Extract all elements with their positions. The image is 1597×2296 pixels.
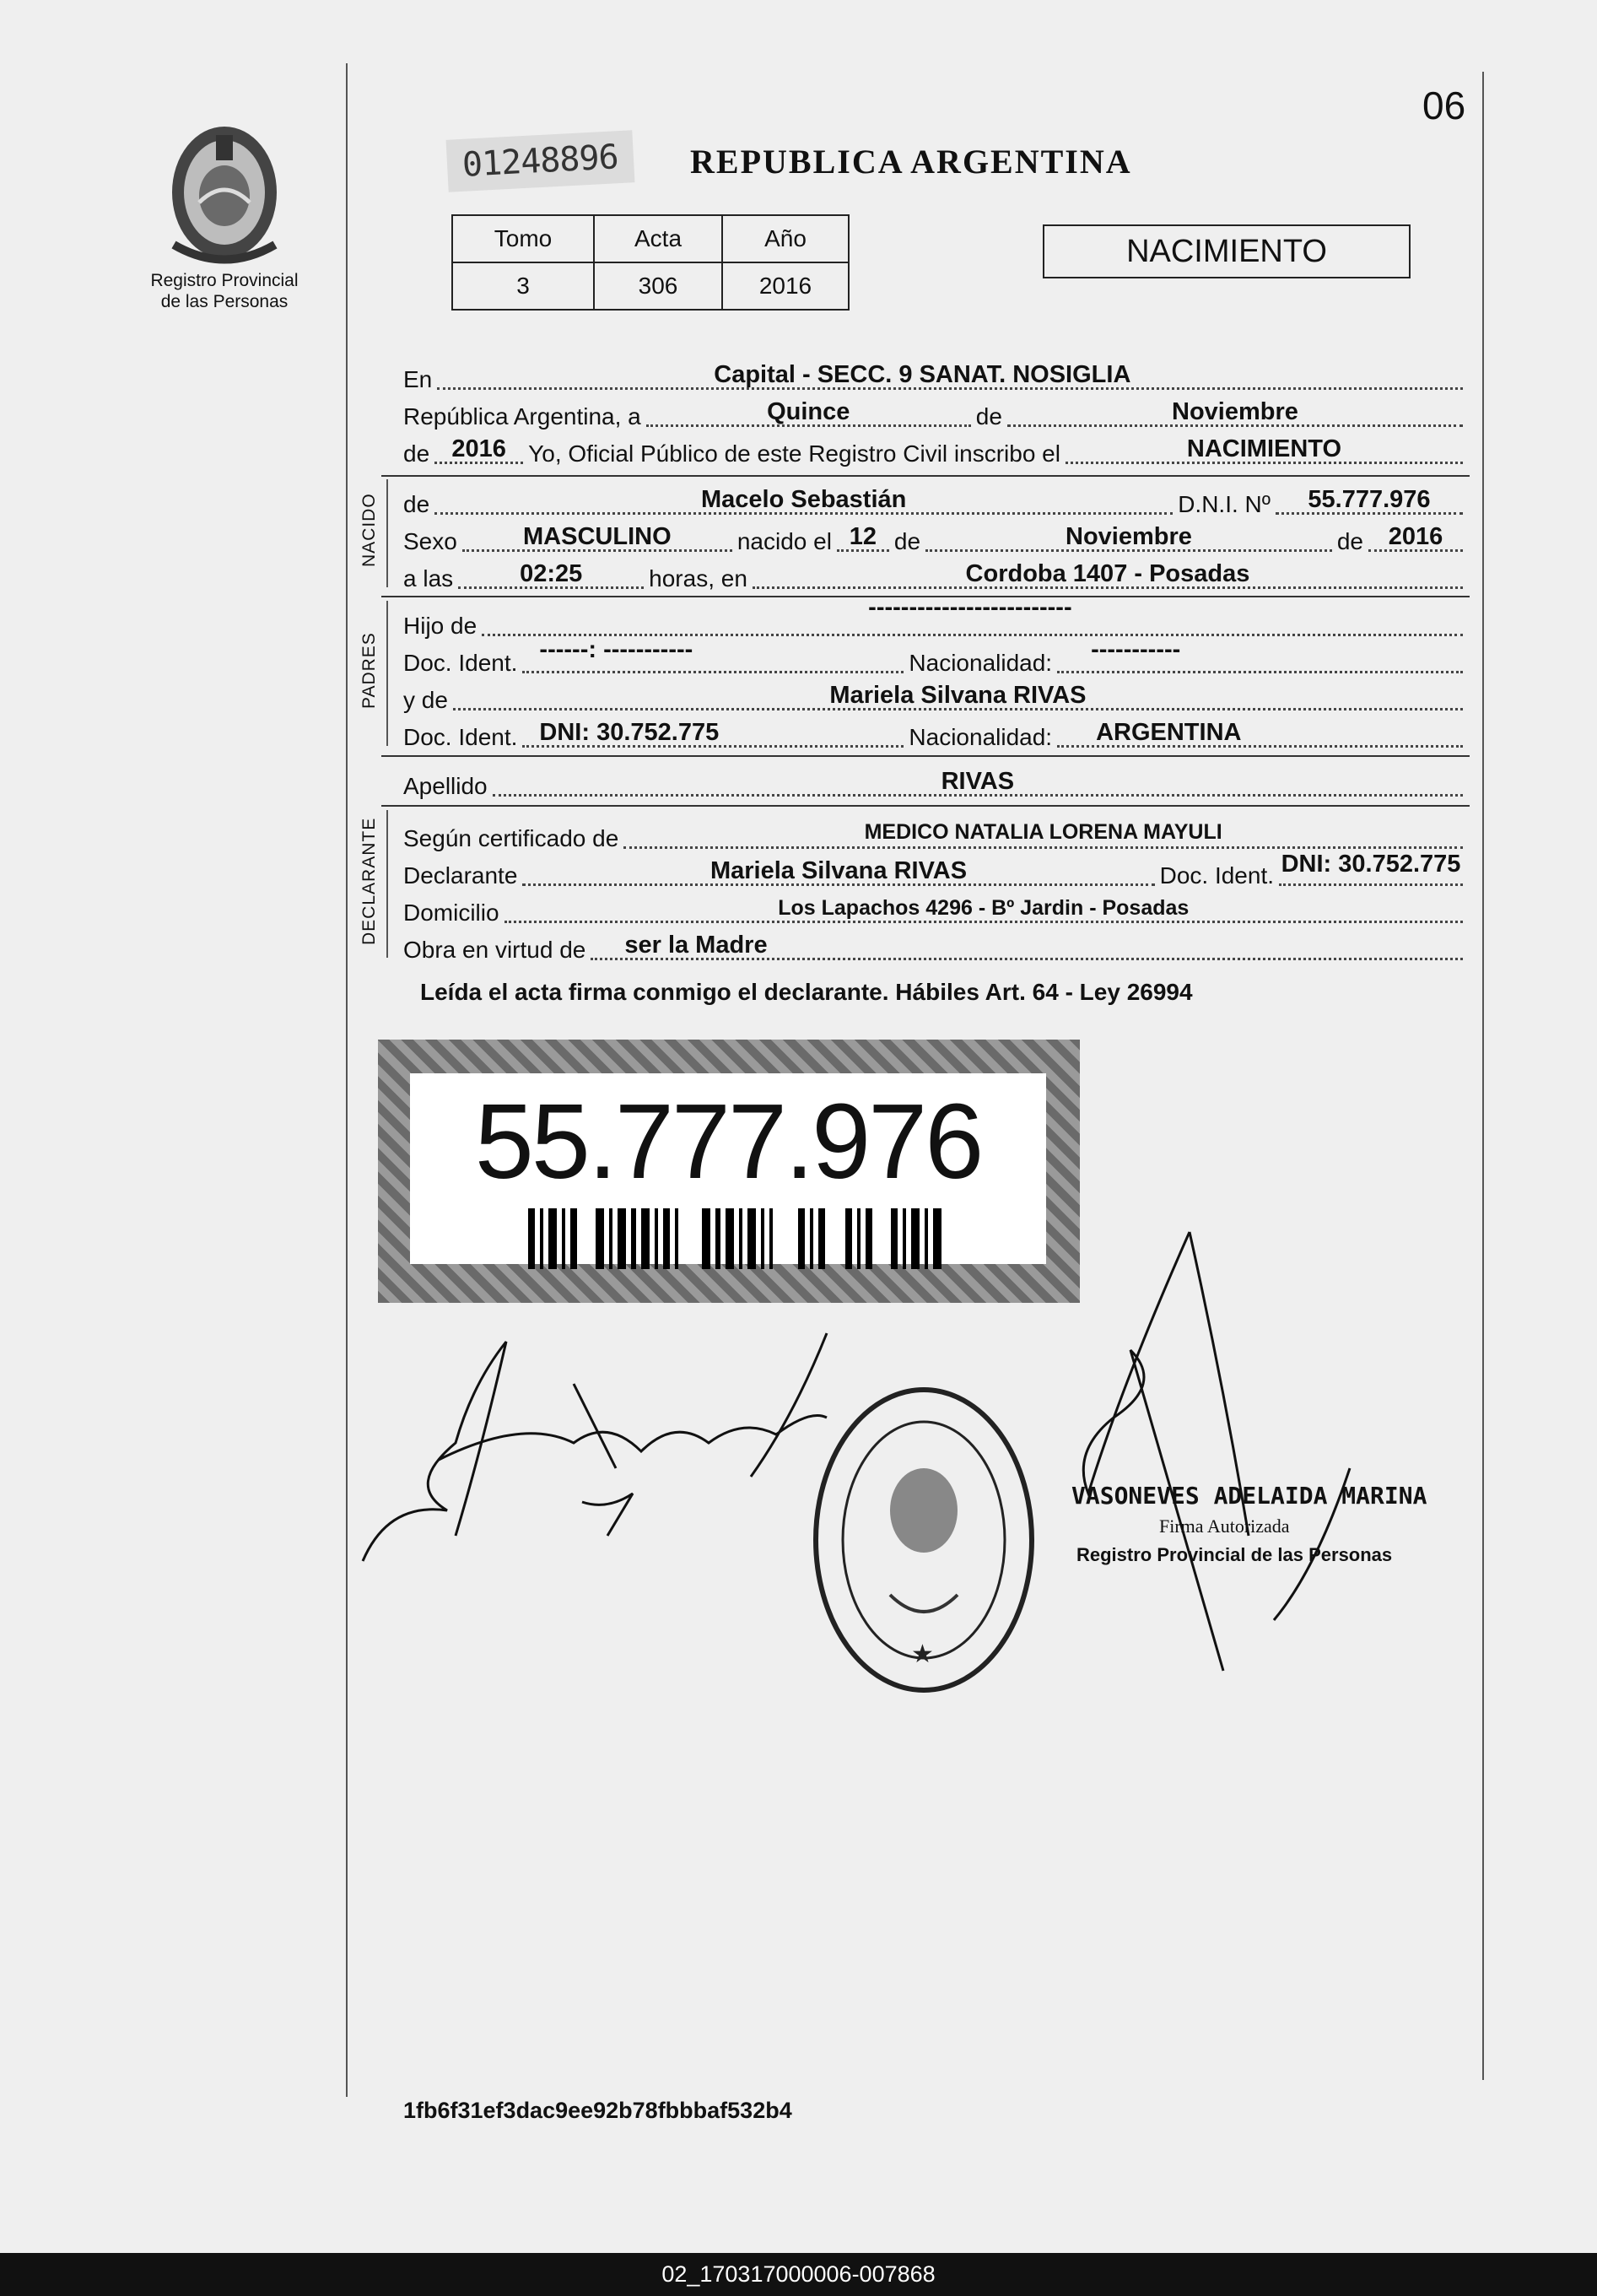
- nac2-label: Nacionalidad:: [909, 724, 1053, 750]
- time-value: 02:25: [520, 560, 583, 587]
- place-field: [753, 549, 1463, 589]
- authority-title: Firma Autorizada: [1159, 1515, 1290, 1537]
- nacido-de-label: de: [403, 491, 430, 517]
- declarante-value: Mariela Silvana RIVAS: [709, 857, 968, 884]
- nac1-field: [1057, 634, 1463, 673]
- declarante-doc-value: DNI: 30.752.775: [1281, 851, 1461, 878]
- nac1-value: -----------: [1091, 636, 1181, 663]
- doc2-value: DNI: 30.752.775: [539, 719, 720, 746]
- row-doc-madre: [403, 716, 1468, 753]
- declarante-doc-label: Doc. Ident.: [1159, 862, 1274, 889]
- time-field: [458, 549, 644, 589]
- inscribo-value: NACIMIENTO: [1186, 435, 1342, 462]
- right-margin-line: [1482, 72, 1484, 2080]
- month-value: Noviembre: [1172, 398, 1298, 425]
- page-number: 06: [1422, 84, 1466, 127]
- authority-office: Registro Provincial de las Personas: [1076, 1544, 1393, 1565]
- declarante-label: Declarante: [403, 862, 518, 889]
- barcode-label: [410, 1073, 1046, 1264]
- register-value-anio: 2016: [722, 262, 849, 310]
- section-divider-padres: [386, 601, 388, 746]
- apellido-label: Apellido: [403, 773, 488, 799]
- register-value-acta: 306: [594, 262, 722, 310]
- id-barcode-sticker: [378, 1040, 1080, 1303]
- dni-field: [1276, 475, 1463, 515]
- apellido-field: [493, 757, 1463, 797]
- row-hora-lugar: [403, 557, 1468, 594]
- obra-field: [591, 921, 1463, 960]
- declarante-signature: [354, 1316, 869, 1586]
- day-value: Quince: [767, 398, 850, 425]
- sexo-label: Sexo: [403, 528, 457, 554]
- doc1-field: [522, 634, 904, 673]
- authority-signature: [1063, 1215, 1367, 1688]
- declarante-doc-field: [1279, 846, 1463, 886]
- section-label-declarante: DECLARANTE: [359, 817, 379, 945]
- oficial-text: Yo, Oficial Público de este Registro Civil inscribo el: [528, 440, 1060, 467]
- document-type-box: NACIMIENTO: [1043, 224, 1411, 278]
- doc2-field: [522, 708, 904, 748]
- section-label-padres: PADRES: [359, 632, 379, 709]
- segun-label: Según certificado de: [403, 825, 619, 851]
- register-header-anio: Año: [722, 215, 849, 262]
- inscribo-field: [1066, 424, 1463, 464]
- a-las-label: a las: [403, 565, 454, 592]
- birth-day-field: [837, 512, 889, 552]
- domicilio-value: Los Lapachos 4296 - Bº Jardin - Posadas: [778, 896, 1190, 920]
- logo-caption: [140, 270, 309, 312]
- republica-label: República Argentina, a: [403, 403, 641, 429]
- section-separator-4: [381, 805, 1470, 807]
- en-field: [437, 350, 1463, 390]
- en-label: En: [403, 366, 433, 392]
- madre-value: Mariela Silvana RIVAS: [829, 682, 1087, 709]
- birth-de-label: de: [893, 528, 921, 554]
- misiones-seal-icon: [157, 118, 292, 266]
- dni-value: 55.777.976: [1308, 486, 1431, 513]
- left-margin-line: [346, 63, 348, 2097]
- obra-value: ser la Madre: [624, 932, 768, 959]
- horas-label: horas, en: [649, 565, 747, 592]
- birth-year-value: 2016: [1388, 523, 1443, 550]
- sexo-value: MASCULINO: [523, 523, 672, 550]
- register-header-acta: Acta: [594, 215, 722, 262]
- place-value: Cordoba 1407 - Posadas: [965, 560, 1250, 587]
- barcode-number: 55.777.976: [474, 1082, 982, 1201]
- de-label: de: [975, 403, 1002, 429]
- year-field: [434, 424, 523, 464]
- hijo-label: Hijo de: [403, 613, 477, 639]
- month-field: [1007, 387, 1463, 427]
- barcode-bars-icon: [528, 1208, 950, 1269]
- yde-label: y de: [403, 687, 448, 713]
- birth-month-value: Noviembre: [1066, 523, 1192, 550]
- serial-number: 01248896: [446, 130, 635, 192]
- register-value-tomo: 3: [452, 262, 594, 310]
- birth-month-field: [925, 512, 1332, 552]
- padre-value: -------------------------: [868, 594, 1072, 621]
- nacido-name-field: [434, 475, 1173, 515]
- day-field: [646, 387, 971, 427]
- section-divider-declarante: [386, 810, 388, 958]
- authority-name: VASONEVES ADELAIDA MARINA: [1071, 1482, 1427, 1510]
- nacido-name-value: Macelo Sebastián: [700, 486, 907, 513]
- padre-field: [482, 594, 1463, 636]
- register-table: [451, 214, 850, 311]
- nac2-value: ARGENTINA: [1096, 719, 1242, 746]
- row-year-inscribo: [403, 432, 1468, 469]
- nac2-field: [1057, 708, 1463, 748]
- birth-year-field: [1368, 512, 1463, 552]
- register-header-row: [452, 215, 849, 262]
- doc1-value: ------: -----------: [539, 636, 693, 663]
- register-value-row: [452, 262, 849, 310]
- domicilio-field: [504, 883, 1463, 923]
- segun-field: [623, 809, 1463, 849]
- row-apellido: [403, 764, 1468, 802]
- domicilio-label: Domicilio: [403, 899, 499, 926]
- apellido-value: RIVAS: [941, 768, 1015, 795]
- obra-label: Obra en virtud de: [403, 937, 586, 963]
- logo-caption-line1: Registro Provincial: [150, 271, 299, 290]
- logo-caption-line2: de las Personas: [160, 292, 289, 311]
- section-divider-nacido: [386, 479, 388, 587]
- year-value: 2016: [451, 435, 506, 462]
- dni-label: D.N.I. Nº: [1178, 491, 1271, 517]
- birth-day-value: 12: [849, 523, 877, 550]
- province-logo: [157, 118, 292, 266]
- year-de-label: de: [403, 440, 430, 467]
- registry-seal-stamp: [810, 1384, 1038, 1696]
- closing-statement: Leída el acta firma conmigo el declarante. Hábiles Art. 64 - Ley 26994: [420, 979, 1193, 1005]
- document-hash: 1fb6f31ef3dac9ee92b78fbbbaf532b4: [403, 2098, 792, 2123]
- segun-value: MEDICO NATALIA LORENA MAYULI: [864, 820, 1222, 844]
- declarante-field: [522, 846, 1154, 886]
- document-title: REPUBLICA ARGENTINA: [690, 143, 1132, 181]
- nac1-label: Nacionalidad:: [909, 650, 1053, 676]
- en-value: Capital - SECC. 9 SANAT. NOSIGLIA: [714, 361, 1131, 388]
- madre-field: [453, 671, 1463, 710]
- row-obra: [403, 928, 1468, 965]
- register-header-tomo: Tomo: [452, 215, 594, 262]
- doc2-label: Doc. Ident.: [403, 724, 518, 750]
- doc1-label: Doc. Ident.: [403, 650, 518, 676]
- nacido-el-label: nacido el: [736, 528, 832, 554]
- birth-de-label2: de: [1336, 528, 1363, 554]
- scan-footer-id: 02_170317000006-007868: [0, 2253, 1597, 2296]
- svg-text:★: ★: [911, 1640, 934, 1668]
- sexo-field: [462, 512, 732, 552]
- section-label-nacido: NACIDO: [359, 493, 379, 567]
